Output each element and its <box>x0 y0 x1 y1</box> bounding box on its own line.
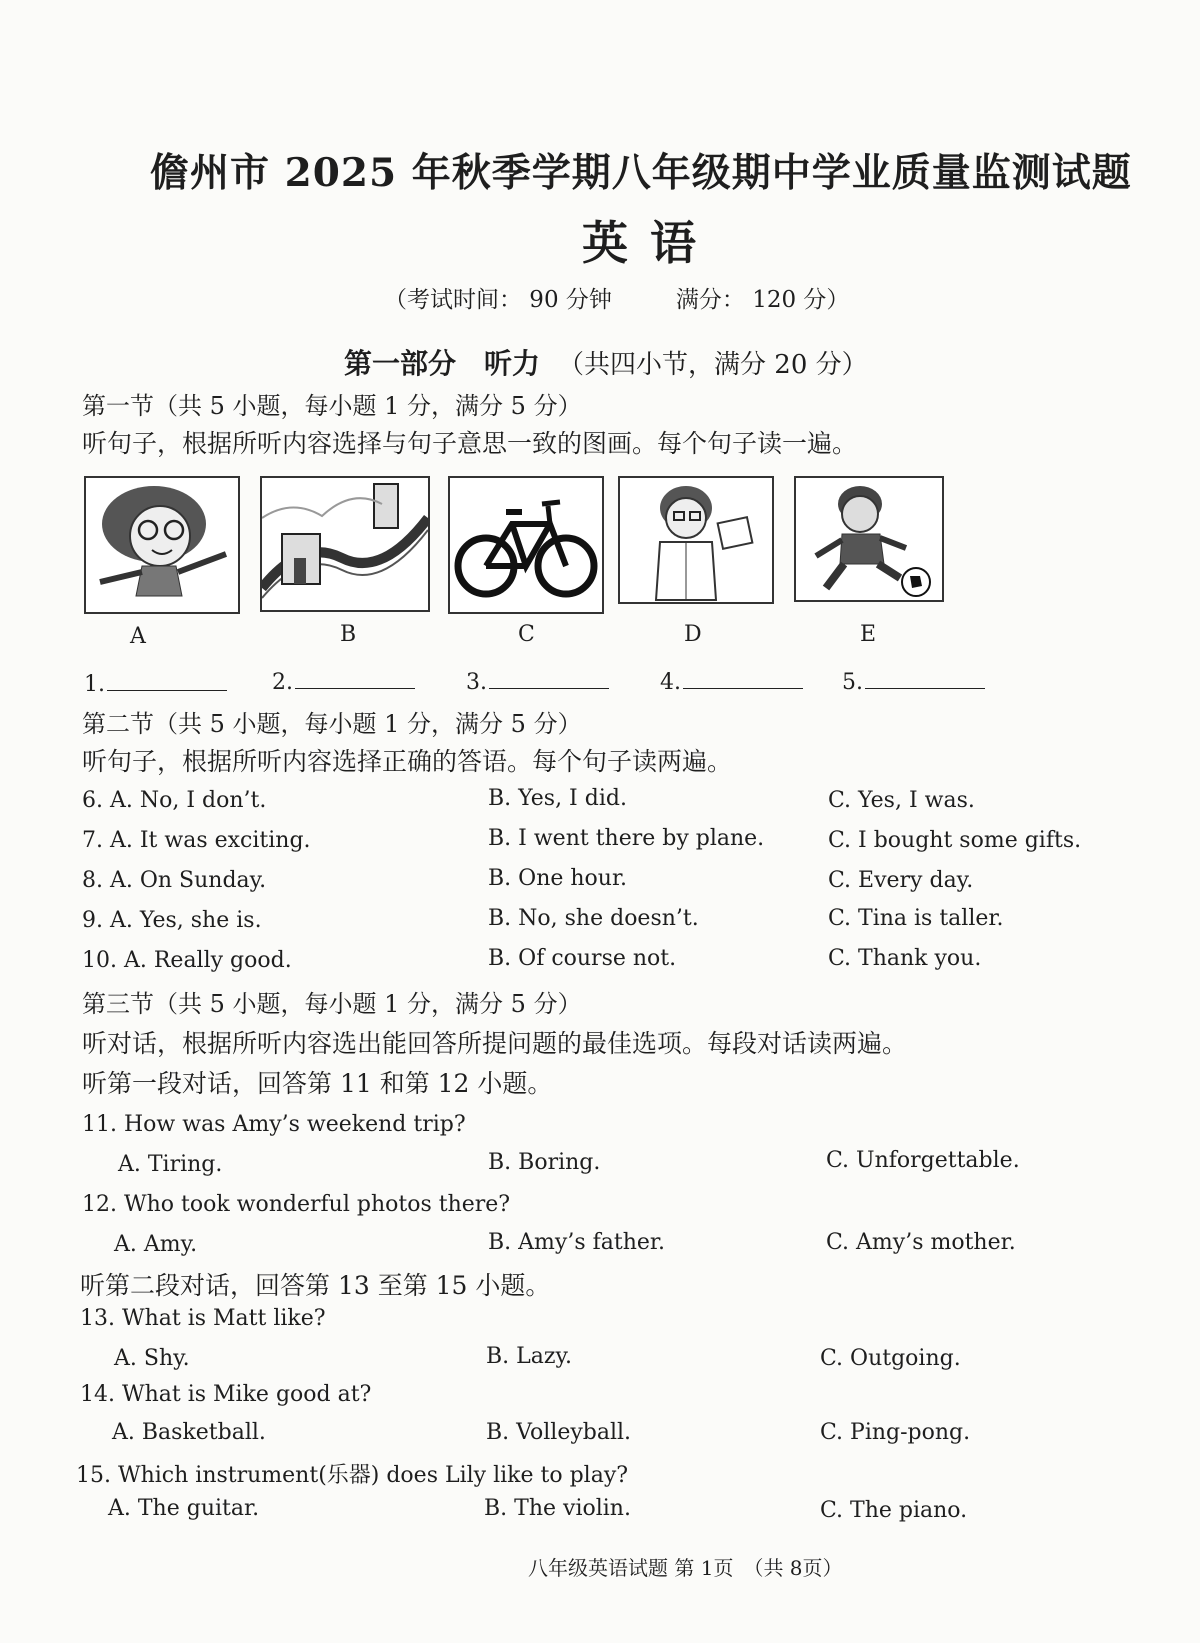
doctor-icon <box>618 476 774 604</box>
girl-icon <box>84 476 240 614</box>
exam-title: 儋州市 2025 年秋季学期八年级期中学业质量监测试题 <box>150 150 1132 196</box>
section3-head: 第三节（共 5 小题，每小题 1 分，满分 5 分） <box>82 990 582 1018</box>
option-a[interactable]: 6. A. No, I don’t. <box>82 788 267 813</box>
part1-title <box>344 342 868 382</box>
option-c[interactable]: C. Yes, I was. <box>828 788 975 813</box>
option-b[interactable]: B. Amy’s father. <box>488 1230 665 1255</box>
section2-head: 第二节（共 5 小题，每小题 1 分，满分 5 分） <box>82 710 582 738</box>
option-c[interactable]: C. Every day. <box>828 868 974 893</box>
option-c[interactable]: C. Outgoing. <box>820 1346 961 1371</box>
blank-number: 3. <box>466 670 487 695</box>
picture-label: B <box>340 622 357 647</box>
blank-number: 1. <box>84 672 105 697</box>
option-b[interactable]: B. I went there by plane. <box>488 826 765 851</box>
answer-blank[interactable] <box>466 668 609 695</box>
section3-instruction: 听对话，根据所听内容选出能回答所提问题的最佳选项。每段对话读两遍。 <box>82 1029 908 1058</box>
answer-blank[interactable] <box>84 670 227 697</box>
option-a[interactable]: 10. A. Really good. <box>82 948 292 973</box>
great-wall-icon <box>260 476 430 612</box>
option-a[interactable]: 8. A. On Sunday. <box>82 868 267 893</box>
option-a[interactable]: 9. A. Yes, she is. <box>82 908 262 933</box>
part1-note: （共四小节，满分 20 分） <box>558 350 868 380</box>
option-a[interactable]: A. The guitar. <box>108 1496 260 1521</box>
question-stem: 12. Who took wonderful photos there? <box>82 1192 511 1217</box>
option-b[interactable]: B. No, she doesn’t. <box>488 906 699 931</box>
option-b[interactable]: B. The violin. <box>484 1496 631 1521</box>
full-score: 满分： 120 分） <box>675 287 850 313</box>
option-b[interactable]: B. Volleyball. <box>486 1420 632 1445</box>
option-a[interactable]: 7. A. It was exciting. <box>82 828 311 853</box>
option-a[interactable]: A. Basketball. <box>112 1420 266 1445</box>
option-a[interactable]: A. Shy. <box>114 1346 190 1371</box>
option-c[interactable]: C. Tina is taller. <box>828 906 1004 931</box>
bicycle-icon <box>448 476 604 614</box>
blank-number: 2. <box>272 670 293 695</box>
option-b[interactable]: B. Of course not. <box>488 946 677 971</box>
answer-blank[interactable] <box>842 668 985 695</box>
dialog2-instruction: 听第二段对话，回答第 13 至第 15 小题。 <box>80 1271 551 1300</box>
page-footer: 八年级英语试题 第 1页 （共 8页） <box>528 1556 843 1580</box>
picture-row <box>84 476 984 656</box>
option-c[interactable]: C. I bought some gifts. <box>828 828 1082 853</box>
option-a[interactable]: A. Amy. <box>114 1232 198 1257</box>
question-stem: 15. Which instrument(乐器) does Lily like to play? <box>76 1463 629 1488</box>
option-b[interactable]: B. Boring. <box>488 1150 601 1175</box>
dialog1-instruction: 听第一段对话，回答第 11 和第 12 小题。 <box>82 1069 553 1098</box>
answer-blank[interactable] <box>272 668 415 695</box>
option-b[interactable]: B. Lazy. <box>486 1344 572 1369</box>
option-a[interactable]: A. Tiring. <box>118 1152 223 1177</box>
section1-head: 第一节（共 5 小题，每小题 1 分，满分 5 分） <box>82 392 582 420</box>
question-stem: 13. What is Matt like? <box>80 1306 326 1331</box>
picture-label: E <box>860 622 877 647</box>
option-c[interactable]: C. Ping-pong. <box>820 1420 971 1445</box>
blank-number: 5. <box>842 670 863 695</box>
question-stem: 11. How was Amy’s weekend trip? <box>82 1112 466 1137</box>
picture-label: A <box>130 624 146 649</box>
answer-blank[interactable] <box>660 668 803 695</box>
exam-info <box>384 281 849 314</box>
blank-number: 4. <box>660 670 681 695</box>
option-c[interactable]: C. Amy’s mother. <box>826 1230 1016 1255</box>
option-b[interactable]: B. One hour. <box>488 866 628 891</box>
option-c[interactable]: C. The piano. <box>820 1498 968 1523</box>
boy-football-icon <box>794 476 944 602</box>
option-c[interactable]: C. Unforgettable. <box>826 1148 1020 1173</box>
section2-instruction: 听句子，根据所听内容选择正确的答语。每个句子读两遍。 <box>82 747 733 776</box>
exam-time: （考试时间： 90 分钟 <box>384 287 612 313</box>
picture-label: D <box>684 622 702 647</box>
question-stem: 14. What is Mike good at? <box>80 1382 372 1407</box>
picture-label: C <box>518 622 535 647</box>
section1-instruction: 听句子，根据所听内容选择与句子意思一致的图画。每个句子读一遍。 <box>82 429 858 458</box>
subject-title: 英语 <box>582 216 718 270</box>
option-c[interactable]: C. Thank you. <box>828 946 982 971</box>
part1-name: 第一部分 听力 <box>344 347 541 380</box>
option-b[interactable]: B. Yes, I did. <box>488 786 627 811</box>
